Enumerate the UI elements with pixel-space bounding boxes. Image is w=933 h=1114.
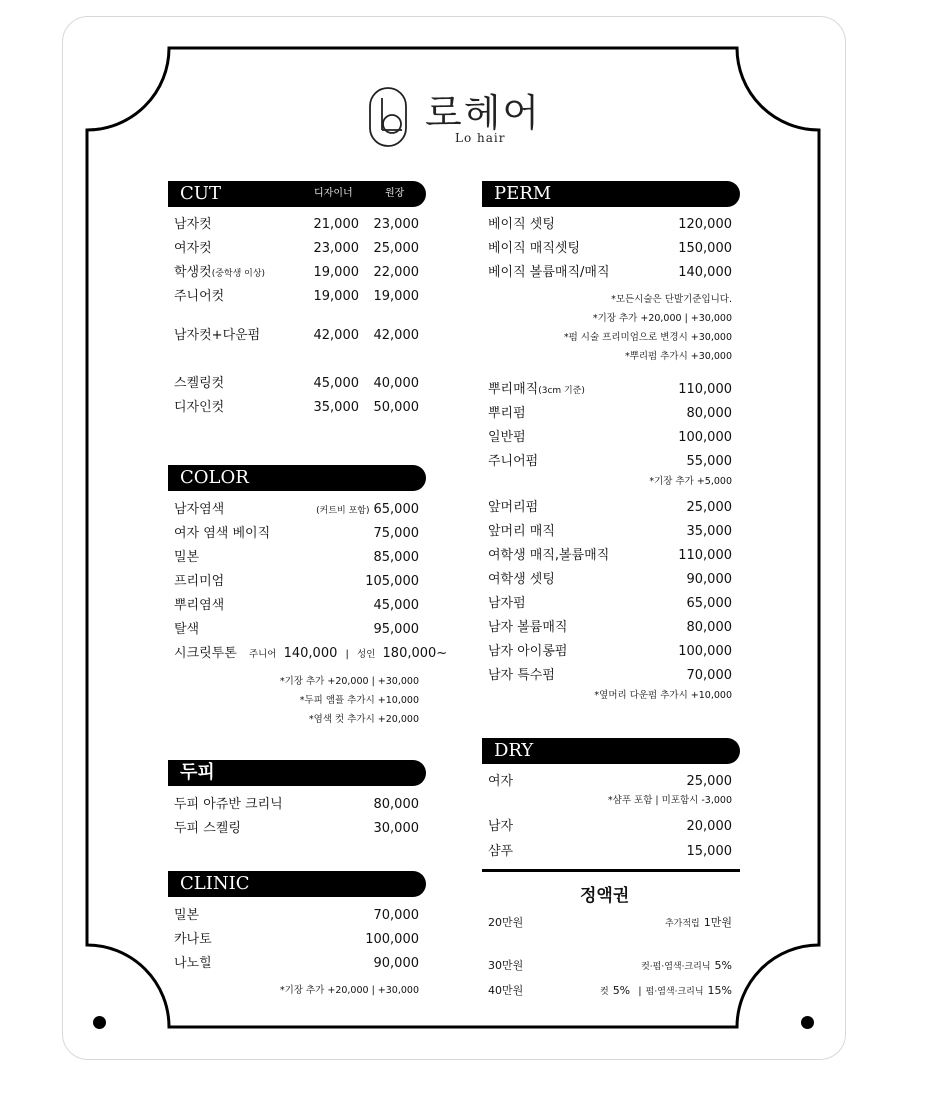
membership-label: 컷: [599, 987, 609, 997]
list-item: [174, 523, 419, 545]
cut-designer-price: 19,000: [313, 289, 359, 304]
perm-header: [482, 181, 740, 207]
list-item: [174, 373, 419, 395]
cut-col-designer: 디자이너: [314, 188, 353, 199]
list-item: [488, 379, 732, 401]
cut-title: CUT: [180, 183, 221, 204]
perm-item-name: 베이직 셋팅: [488, 217, 555, 232]
membership-value: 5%: [612, 984, 631, 997]
secret-two-tone-row: [174, 643, 448, 665]
list-item: [488, 521, 732, 543]
membership-separator: |: [638, 986, 642, 997]
perm-item-price: 35,000: [686, 524, 732, 539]
dry-item-name: 남자: [488, 819, 514, 834]
secret-junior-price: 140,000: [283, 646, 338, 661]
perm-item-name: 여학생 매직,볼륨매직: [488, 548, 610, 563]
color-item-name: 프리미엄: [174, 574, 225, 589]
cut-director-price: 50,000: [373, 400, 419, 415]
cut-item-name: 스켈링컷: [174, 376, 225, 391]
scalp-item-name: 두피 스켈링: [174, 821, 241, 836]
perm-item-name: 앞머리펌: [488, 500, 539, 515]
list-item: [488, 545, 732, 567]
perm-item-price: 55,000: [686, 454, 732, 469]
clinic-item-name: 카나토: [174, 932, 212, 947]
screw-dot-left: [93, 1016, 106, 1029]
secret-junior-label: 주니어: [248, 649, 277, 660]
brand-logo-icon: [366, 86, 410, 150]
perm-note: *뿌리펌 추가시 +30,000: [624, 351, 732, 362]
scalp-item-name: 두피 아쥬반 크리닉: [174, 797, 283, 812]
perm-item-name: 베이직 매직셋팅: [488, 241, 581, 256]
perm-item-price: 90,000: [686, 572, 732, 587]
list-item: [488, 955, 732, 977]
list-item: [488, 617, 732, 639]
list-item: [488, 641, 732, 663]
perm-junior-note: *기장 추가 +5,000: [649, 476, 732, 487]
color-title: COLOR: [180, 467, 249, 488]
cut-designer-price: 45,000: [313, 376, 359, 391]
dry-item-price: 25,000: [686, 774, 732, 789]
membership-amount: 30만원: [488, 959, 524, 972]
list-item: [174, 262, 419, 284]
perm-item-price: 25,000: [686, 500, 732, 515]
cut-director-price: 23,000: [373, 217, 419, 232]
clinic-item-price: 70,000: [373, 908, 419, 923]
perm-item-price: 110,000: [678, 548, 732, 563]
membership-label: 컷·펌·염색·크리닉: [641, 962, 711, 972]
scalp-item-price: 30,000: [373, 821, 419, 836]
perm-item-name: 남자 아이롱펌: [488, 644, 568, 659]
color-item-name: 뿌리염색: [174, 598, 225, 613]
list-item: [488, 816, 732, 838]
color-item-price: 95,000: [373, 622, 419, 637]
list-item: [174, 238, 419, 260]
color-item-price: 65,000: [373, 502, 419, 517]
perm-item-name: 남자펌: [488, 596, 526, 611]
membership-label: 추가적립: [664, 919, 700, 929]
cut-item-name: 디자인컷: [174, 400, 225, 415]
perm-item-price: 80,000: [686, 406, 732, 421]
dry-title: DRY: [494, 740, 534, 761]
color-item-name: 남자염색: [174, 502, 225, 517]
color-item-name: 밀본: [174, 550, 200, 565]
list-item: [488, 980, 732, 1002]
dry-header: [482, 738, 740, 764]
clinic-item-name: 나노힐: [174, 956, 212, 971]
list-item: [174, 905, 419, 927]
color-item-name: 여자 염색 베이직: [174, 526, 271, 541]
cut-header: [168, 181, 426, 207]
perm-item-name: 베이직 볼륨매직/매직: [488, 265, 610, 280]
clinic-note: *기장 추가 +20,000 | +30,000: [279, 985, 419, 996]
perm-title: PERM: [494, 183, 552, 204]
cut-item-name: 남자컷: [174, 217, 212, 232]
cut-item-name: 남자컷+다운펌: [174, 328, 261, 343]
list-item: [488, 771, 732, 793]
list-item: [488, 427, 732, 449]
perm-item-name: 남자 볼륨매직: [488, 620, 568, 635]
list-item: [174, 214, 419, 236]
color-item-note: (커트비 포함): [316, 506, 370, 516]
cut-director-price: 22,000: [373, 265, 419, 280]
dry-item-price: 15,000: [686, 844, 732, 859]
color-notes: [200, 672, 419, 729]
perm-item-price: 100,000: [678, 430, 732, 445]
cut-director-price: 25,000: [373, 241, 419, 256]
list-item: [488, 841, 732, 863]
perm-item-name: 남자 특수펌: [488, 668, 555, 683]
list-item: [174, 325, 419, 347]
clinic-item-name: 밀본: [174, 908, 200, 923]
clinic-header: [168, 871, 426, 897]
perm-note: *기장 추가 +20,000 | +30,000: [592, 313, 732, 324]
cut-director-price: 40,000: [373, 376, 419, 391]
perm-item-price: 80,000: [686, 620, 732, 635]
cut-designer-price: 35,000: [313, 400, 359, 415]
cut-designer-price: 19,000: [313, 265, 359, 280]
list-item: [488, 593, 732, 615]
list-item: [174, 929, 419, 951]
list-item: [174, 499, 419, 521]
membership-amount: 40만원: [488, 984, 524, 997]
perm-side-note: *옆머리 다운펌 추가시 +10,000: [594, 690, 732, 701]
list-item: [174, 286, 419, 308]
cut-item-note: (중학생 이상): [211, 269, 266, 279]
scalp-title: 두피: [180, 762, 215, 783]
color-item-name: 탈색: [174, 622, 200, 637]
perm-note: *펌 시술 프리미엄으로 변경시 +30,000: [563, 332, 732, 343]
membership-value-2: 15%: [707, 984, 732, 997]
list-item: [174, 397, 419, 419]
membership-amount: 20만원: [488, 916, 524, 929]
perm-note: *모든시술은 단발기준입니다.: [611, 294, 732, 305]
perm-notes: [500, 290, 732, 366]
secret-name: 시크릿투톤: [174, 646, 237, 661]
list-item: [488, 214, 732, 236]
color-item-price: 45,000: [373, 598, 419, 613]
cut-item-name: 여자컷: [174, 241, 212, 256]
secret-adult-price: 180,000~: [382, 646, 448, 661]
list-item: [488, 912, 732, 934]
perm-item-name: 주니어펌: [488, 454, 539, 469]
perm-item-name: 일반펌: [488, 430, 526, 445]
list-item: [488, 665, 732, 687]
dry-item-name: 여자: [488, 774, 514, 789]
list-item: [174, 547, 419, 569]
color-note: *염색 컷 추가시 +20,000: [308, 714, 419, 725]
color-item-price: 75,000: [373, 526, 419, 541]
clinic-item-price: 100,000: [365, 932, 419, 947]
list-item: [488, 403, 732, 425]
perm-item-price: 65,000: [686, 596, 732, 611]
list-item: [174, 595, 419, 617]
color-note: *기장 추가 +20,000 | +30,000: [279, 676, 419, 687]
list-item: [174, 619, 419, 641]
membership-title: 정액권: [580, 886, 630, 906]
membership-value: 5%: [714, 959, 732, 972]
list-item: [488, 569, 732, 591]
dry-item-price: 20,000: [686, 819, 732, 834]
cut-director-price: 42,000: [373, 328, 419, 343]
perm-item-name: 여학생 셋팅: [488, 572, 555, 587]
perm-item-note: (3cm 기준): [538, 386, 585, 396]
cut-designer-price: 23,000: [313, 241, 359, 256]
color-note: *두피 앰플 추가시 +10,000: [299, 695, 419, 706]
color-header: [168, 465, 426, 491]
perm-item-price: 140,000: [678, 265, 732, 280]
secret-adult-label: 성인: [357, 649, 376, 660]
scalp-header: [168, 760, 426, 786]
list-item: [174, 794, 419, 816]
perm-item-price: 70,000: [686, 668, 732, 683]
perm-item-price: 150,000: [678, 241, 732, 256]
list-item: [488, 451, 732, 473]
cut-item-name: 주니어컷: [174, 289, 225, 304]
perm-item-name: 앞머리 매직: [488, 524, 555, 539]
perm-item-name: 뿌리펌: [488, 406, 526, 421]
perm-item-price: 100,000: [678, 644, 732, 659]
scalp-item-price: 80,000: [373, 797, 419, 812]
dry-item-name: 샴푸: [488, 844, 514, 859]
cut-item-name: 학생컷: [174, 265, 212, 280]
perm-item-price: 110,000: [678, 382, 732, 397]
list-item: [488, 497, 732, 519]
cut-designer-price: 21,000: [313, 217, 359, 232]
clinic-item-price: 90,000: [373, 956, 419, 971]
color-item-price: 105,000: [365, 574, 419, 589]
secret-separator: |: [345, 649, 349, 660]
perm-item-name: 뿌리매직: [488, 382, 539, 397]
list-item: [174, 953, 419, 975]
membership-value: 1만원: [703, 916, 732, 929]
cut-designer-price: 42,000: [313, 328, 359, 343]
brand-name-english: Lo hair: [455, 131, 506, 145]
list-item: [488, 262, 732, 284]
screw-dot-right: [801, 1016, 814, 1029]
perm-item-price: 120,000: [678, 217, 732, 232]
clinic-title: CLINIC: [180, 873, 250, 894]
list-item: [174, 571, 419, 593]
list-item: [488, 238, 732, 260]
cut-col-director: 원장: [385, 188, 405, 199]
membership-divider: [482, 869, 740, 872]
dry-women-note: *샴푸 포함 | 미포함시 -3,000: [607, 795, 732, 806]
cut-director-price: 19,000: [373, 289, 419, 304]
brand-name-korean: 로헤어: [425, 91, 542, 135]
list-item: [174, 818, 419, 840]
membership-label-2: 펌·염색·크리닉: [645, 987, 704, 997]
color-item-price: 85,000: [373, 550, 419, 565]
